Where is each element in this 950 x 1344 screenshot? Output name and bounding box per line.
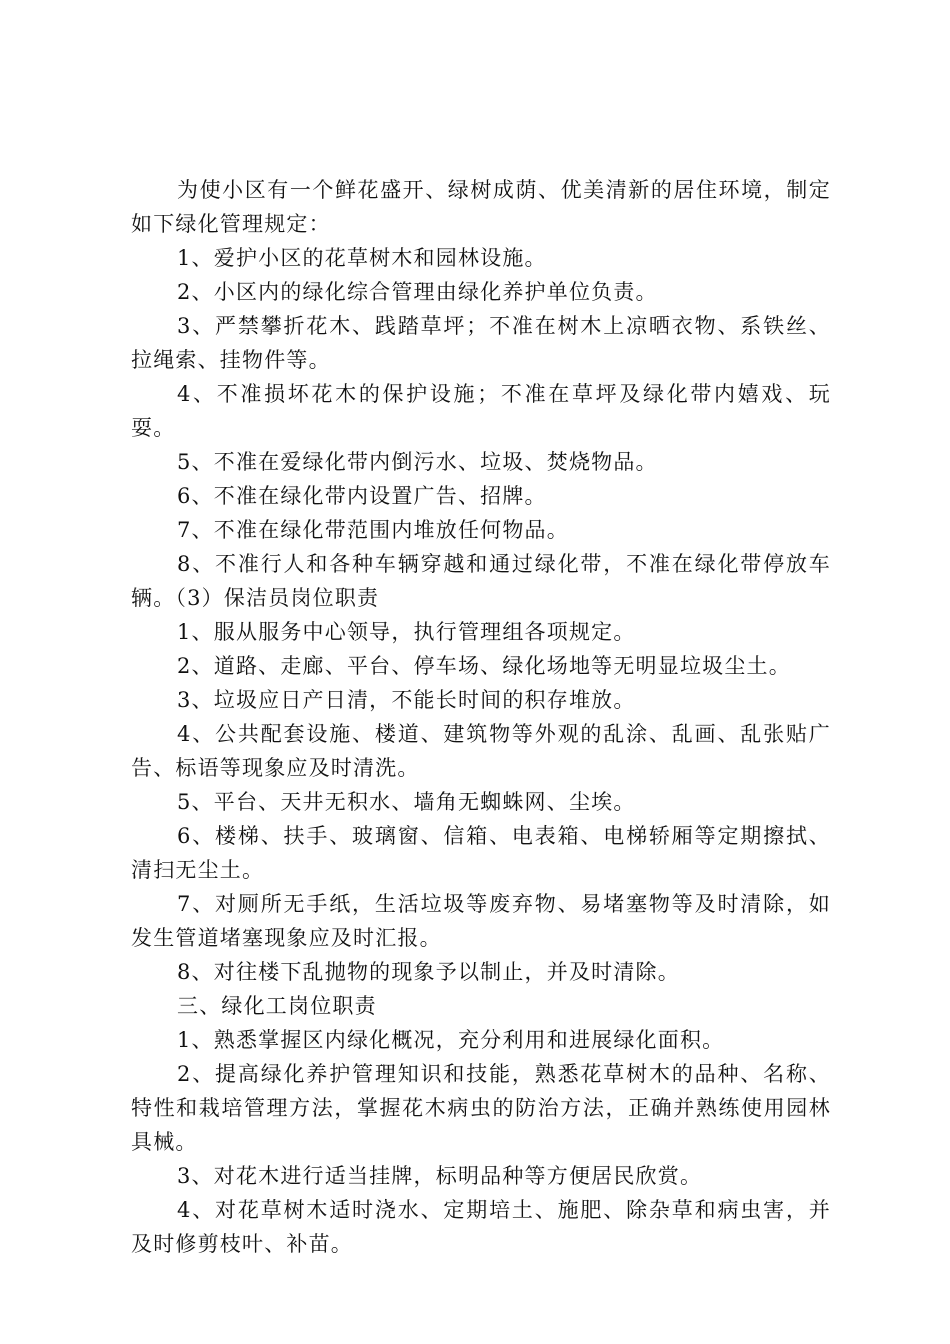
paragraph-rule-1: 1、爱护小区的花草树木和园林设施。 — [177, 246, 547, 270]
paragraph-gardener-4: 4、对花草树木适时浇水、定期培土、施肥、除杂草和病虫害，并及时修剪枝叶、补苗。 — [131, 1198, 831, 1256]
paragraph-rule-5: 5、不准在爱绿化带内倒污水、垃圾、焚烧物品。 — [177, 450, 658, 474]
paragraph-rule-2: 2、小区内的绿化综合管理由绿化养护单位负责。 — [177, 280, 658, 304]
paragraph-gardener-3: 3、对花木进行适当挂牌，标明品种等方便居民欣赏。 — [177, 1164, 703, 1188]
paragraph-cleaner-7: 7、对厕所无手纸，生活垃圾等废弃物、易堵塞物等及时清除，如发生管道堵塞现象应及时汇报。 — [131, 892, 831, 950]
paragraph-rule-6: 6、不准在绿化带内设置广告、招牌。 — [177, 484, 547, 508]
paragraph-rule-7: 7、不准在绿化带范围内堆放任何物品。 — [177, 518, 569, 542]
paragraph-gardener-2: 2、提高绿化养护管理知识和技能，熟悉花草树木的品种、名称、特性和栽培管理方法，掌握花木病虫的防治方法，正确并熟练使用园林具械。 — [131, 1062, 831, 1154]
paragraph-rule-8: 8、不准行人和各种车辆穿越和通过绿化带，不准在绿化带停放车辆。（3）保洁员岗位职责 — [131, 552, 831, 610]
paragraph-rule-4: 4、不准损坏花木的保护设施；不准在草坪及绿化带内嬉戏、玩耍。 — [131, 382, 831, 440]
paragraph-cleaner-8: 8、对往楼下乱抛物的现象予以制止，并及时清除。 — [177, 960, 680, 984]
paragraph-cleaner-2: 2、道路、走廊、平台、停车场、绿化场地等无明显垃圾尘土。 — [177, 654, 791, 678]
paragraph-cleaner-1: 1、服从服务中心领导，执行管理组各项规定。 — [177, 620, 636, 644]
paragraph-cleaner-6: 6、楼梯、扶手、玻璃窗、信箱、电表箱、电梯轿厢等定期擦拭、清扫无尘土。 — [131, 824, 831, 882]
document-body — [131, 173, 831, 1261]
section-heading-gardener: 三、绿化工岗位职责 — [177, 994, 377, 1018]
paragraph-cleaner-5: 5、平台、天井无积水、墙角无蜘蛛网、尘埃。 — [177, 790, 636, 814]
paragraph-gardener-1: 1、熟悉掌握区内绿化概况，充分利用和进展绿化面积。 — [177, 1028, 725, 1052]
paragraph-cleaner-3: 3、垃圾应日产日清，不能长时间的积存堆放。 — [177, 688, 636, 712]
paragraph-intro: 为使小区有一个鲜花盛开、绿树成荫、优美清新的居住环境，制定如下绿化管理规定： — [131, 178, 831, 236]
paragraph-cleaner-4: 4、公共配套设施、楼道、建筑物等外观的乱涂、乱画、乱张贴广告、标语等现象应及时清洗。 — [131, 722, 831, 780]
paragraph-rule-3: 3、严禁攀折花木、践踏草坪；不准在树木上凉晒衣物、系铁丝、拉绳索、挂物件等。 — [131, 314, 831, 372]
